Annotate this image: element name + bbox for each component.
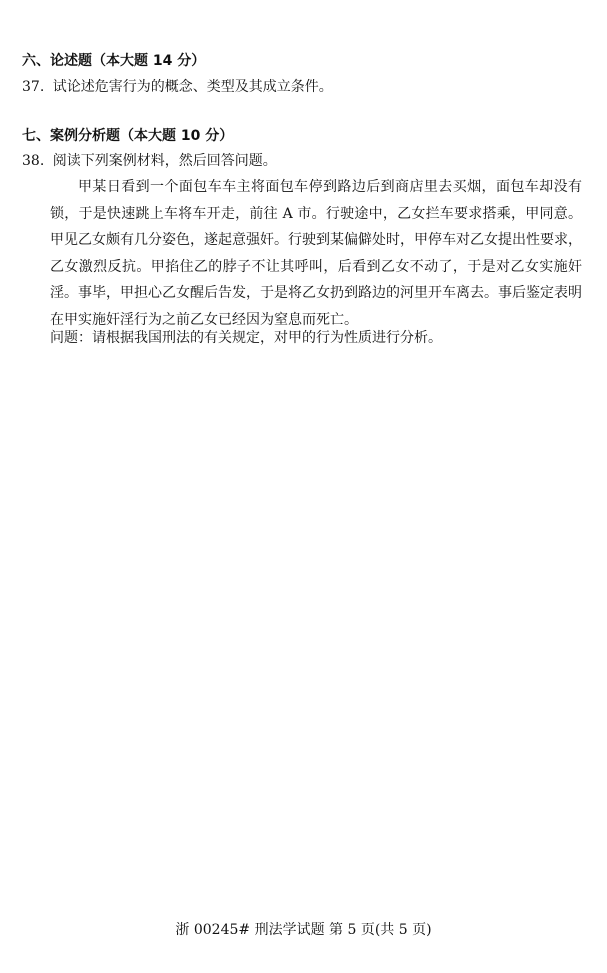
- question-37: [22, 78, 333, 96]
- question-38-intro: 阅读下列案例材料，然后回答问题。: [52, 153, 277, 169]
- question-37-number: 37.: [22, 79, 45, 95]
- page-footer: 浙 00245# 刑法学试题 第 5 页(共 5 页): [175, 922, 432, 938]
- question-38-number: 38.: [22, 153, 45, 169]
- question-38: [22, 152, 277, 170]
- case-question: 问题：请根据我国刑法的有关规定，对甲的行为性质进行分析。: [50, 330, 442, 346]
- question-37-text: 试论述危害行为的概念、类型及其成立条件。: [52, 79, 333, 95]
- section-6-heading: 六、论述题（本大题 14 分）: [22, 53, 206, 69]
- section-7-heading: 七、案例分析题（本大题 10 分）: [22, 128, 234, 144]
- case-material-paragraph: 甲某日看到一个面包车车主将面包车停到路边后到商店里去买烟，面包车却没有锁，于是快速跳上车将车开走，前往 A 市。行驶途中，乙女拦车要求搭乘，甲同意。甲见乙女颇有几分姿色，遂起意强奸。行驶到某偏僻处时，甲停车对乙女提出性要求，乙女激烈反抗。甲掐住乙的脖子不让其呼叫，后看到乙女不动了，于是对乙女实施奸淫。事毕，甲担心乙女醒后告发，于是将乙女扔到路边的河里开车离去。事后鉴定表明在甲实施奸淫行为之前乙女已经因为窒息而死亡。: [50, 179, 582, 328]
